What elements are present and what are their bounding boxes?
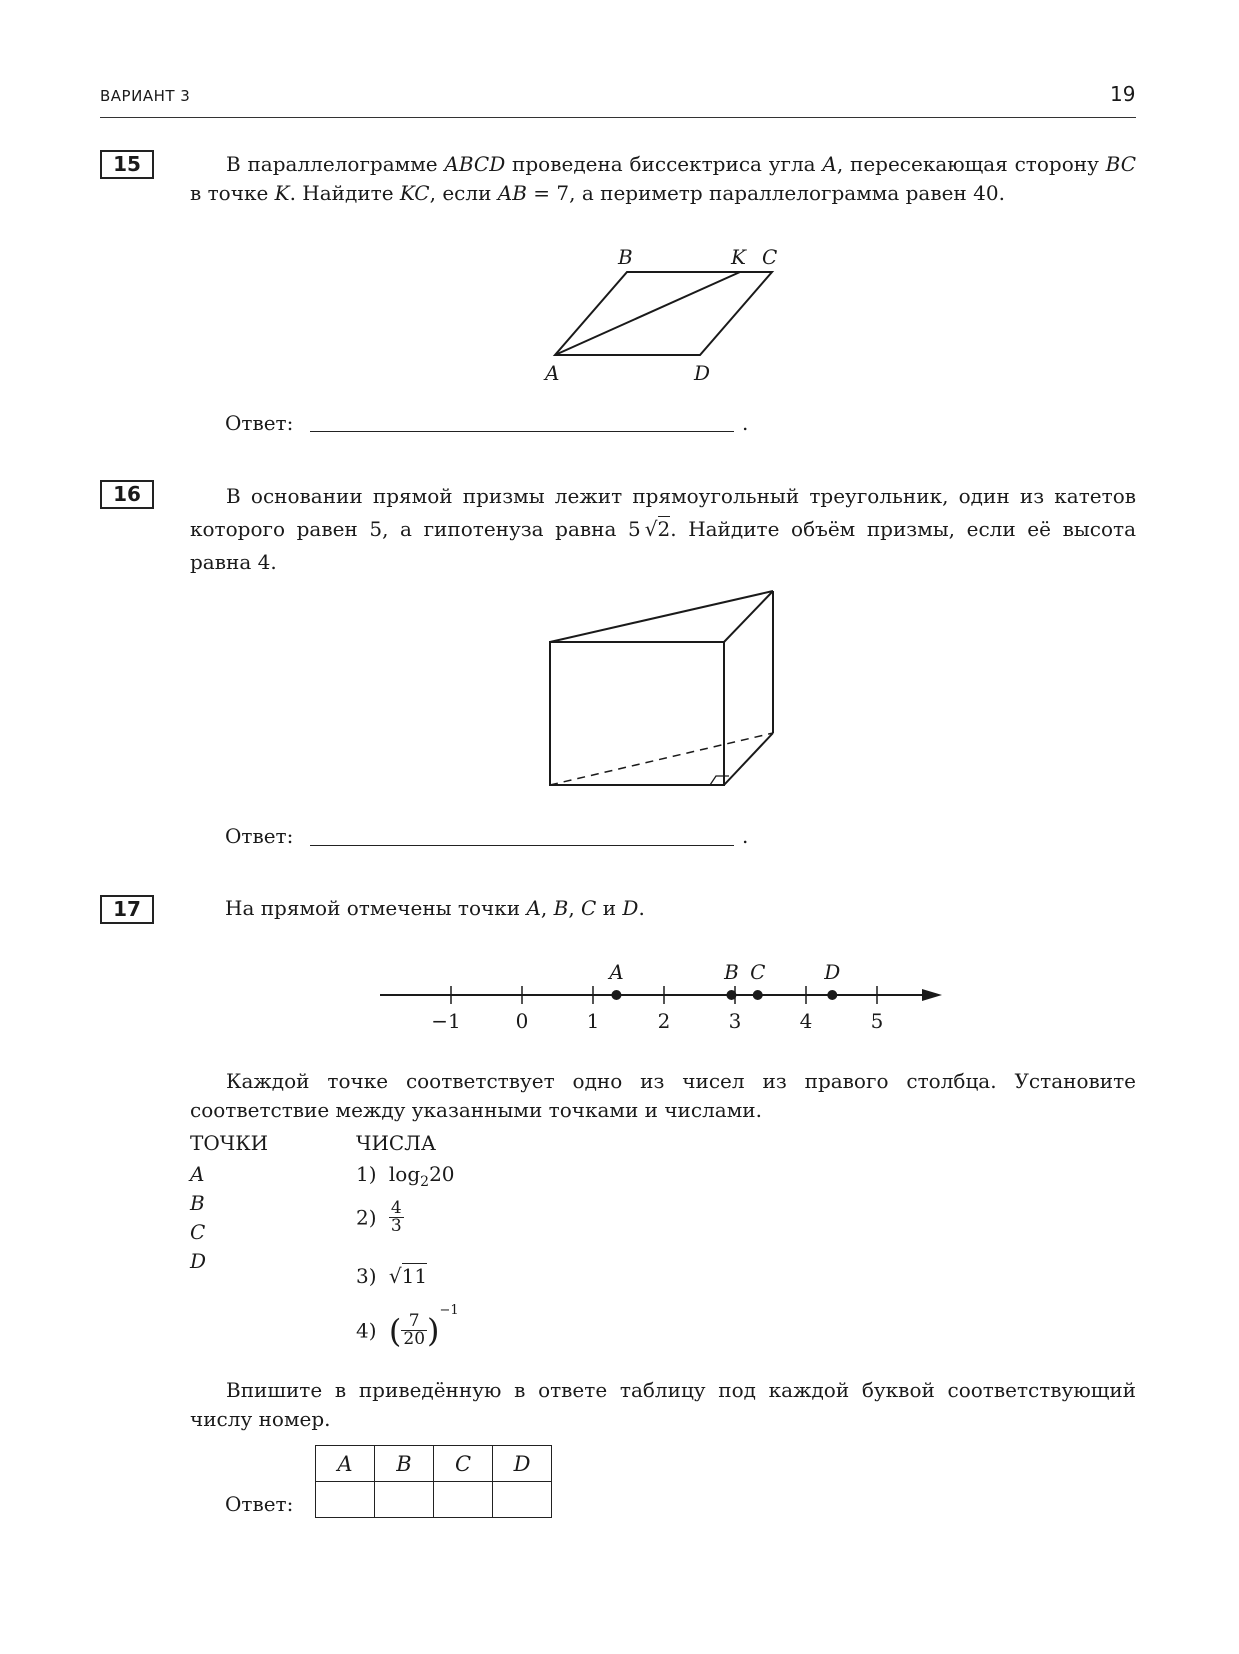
task-17-instruction: Каждой точке соответствует одно из чисел из правого столбца. Установите соответствие между указанными точками и числами. [190, 1069, 1136, 1122]
task-17-fill-instruction: Впишите в приведённую в ответе таблицу под каждой буквой соответствующий числу номер. [190, 1378, 1136, 1431]
tick-label: −1 [431, 1009, 461, 1033]
label-a: A [545, 361, 560, 385]
task-15-answer-end: . [742, 411, 749, 435]
points-column-header: ТОЧКИ [190, 1131, 269, 1155]
label-k: K [731, 245, 746, 269]
answer-header-b: B [375, 1446, 434, 1482]
task-17-number: 17 [100, 895, 154, 924]
tick-label: 1 [586, 1009, 600, 1033]
answer-cell-d[interactable] [493, 1482, 552, 1518]
tick-label: 5 [870, 1009, 884, 1033]
task-16-answer-field[interactable] [310, 845, 734, 846]
tick-label: 3 [728, 1009, 742, 1033]
point-a [611, 990, 621, 1000]
option-4: 4) ( $\frac{7}{20}$ )$^{-1}$ [356, 1303, 459, 1350]
point-d [827, 990, 837, 1000]
task-15-text: В параллелограмме ABCD проведена биссектриса угла A, пересекающая сторону BC в точке K. Найдите KC, если AB = 7, а периметр параллелограмма равен 40. [190, 152, 1136, 205]
tick-label: 2 [657, 1009, 671, 1033]
task-15-answer-label: Ответ: [225, 411, 294, 435]
tick-label: 0 [515, 1009, 529, 1033]
prism-hidden-edge [550, 733, 773, 785]
answer-cell-b[interactable] [375, 1482, 434, 1518]
prism-front-face [550, 642, 724, 785]
numbers-column-header: ЧИСЛА [356, 1131, 437, 1155]
point-label-c: C [750, 960, 766, 984]
option-3: 3) √11 [356, 1264, 428, 1288]
task-16-answer-end: . [742, 824, 749, 848]
bisector-ak [555, 272, 740, 355]
tick-label: 4 [799, 1009, 813, 1033]
parallelogram-abcd [555, 272, 772, 355]
page-number: 19 [1110, 82, 1136, 106]
answer-table [315, 1445, 552, 1518]
point-label-a: A [609, 960, 624, 984]
answer-cell-a[interactable] [316, 1482, 375, 1518]
answer-header-a: A [316, 1446, 375, 1482]
answer-header-c: C [434, 1446, 493, 1482]
answer-header-d: D [493, 1446, 552, 1482]
number-line [380, 960, 942, 1033]
task-17-answer-label: Ответ: [225, 1492, 294, 1516]
label-d: D [694, 361, 711, 385]
variant-label: ВАРИАНТ 3 [100, 87, 191, 105]
task-17-intro: На прямой отмечены точки A, B, C и D. [225, 896, 645, 920]
option-2: 2) $\frac{4}{3}$ [356, 1198, 402, 1236]
point-b [726, 990, 736, 1000]
arrow-icon [922, 989, 942, 1001]
task-15-number: 15 [100, 150, 154, 179]
point-c [753, 990, 763, 1000]
label-c: C [762, 245, 778, 269]
label-b: B [618, 245, 633, 269]
point-item-b: B [190, 1191, 205, 1215]
point-item-c: C [190, 1220, 206, 1244]
point-label-d: D [824, 960, 841, 984]
task-16-text: В основании прямой призмы лежит прямоугольный треугольник, один из катетов которого равен 5, а гипотенуза равна 5 √2. Найдите объём призмы, если её высота равна 4. [190, 484, 1136, 574]
answer-cell-c[interactable] [434, 1482, 493, 1518]
task-15-answer-field[interactable] [310, 431, 734, 432]
point-label-b: B [724, 960, 739, 984]
task-16-number: 16 [100, 480, 154, 509]
task-16-answer-label: Ответ: [225, 824, 294, 848]
option-1: 1) $\log_220$ [356, 1162, 455, 1190]
point-item-a: A [190, 1162, 205, 1186]
point-item-d: D [190, 1249, 207, 1273]
prism-figure [550, 591, 773, 785]
parallelogram-figure [555, 272, 772, 355]
